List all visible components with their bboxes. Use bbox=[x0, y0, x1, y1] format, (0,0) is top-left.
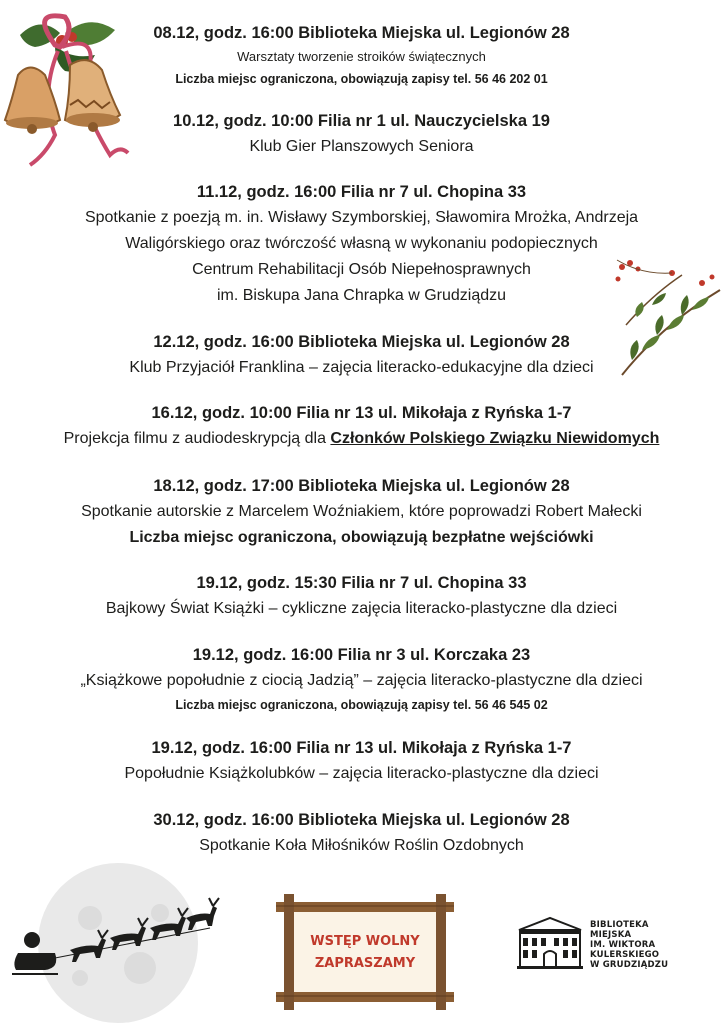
moon-santa-sleigh-icon bbox=[10, 858, 225, 1024]
event-item bbox=[20, 179, 703, 309]
event-item bbox=[20, 473, 703, 551]
event-note: Liczba miejsc ograniczona, obowiązują zapisy tel. 56 46 545 02 bbox=[175, 698, 548, 712]
event-item bbox=[20, 329, 703, 381]
event-description: Spotkanie autorskie z Marcelem Woźniakiem, które poprowadzi Robert Małecki bbox=[81, 503, 642, 520]
event-description: Klub Gier Planszowych Seniora bbox=[249, 138, 474, 155]
event-header: 19.12, godz. 16:00 Filia nr 13 ul. Mikołaja z Ryńska 1-7 bbox=[151, 739, 572, 757]
event-item bbox=[20, 642, 703, 716]
logo-line: MIEJSKA bbox=[590, 930, 632, 940]
event-description: „Książkowe popołudnie z ciocią Jadzią” – zajęcia literacko-plastyczne dla dzieci bbox=[80, 672, 643, 689]
event-description: Spotkanie Koła Miłośników Roślin Ozdobnych bbox=[199, 837, 524, 854]
sign-line-1: WSTĘP WOLNY bbox=[310, 934, 420, 949]
event-description: Bajkowy Świat Książki – cykliczne zajęcia literacko-plastyczne dla dzieci bbox=[105, 600, 618, 617]
sign-line-2: ZAPRASZAMY bbox=[314, 956, 416, 971]
wooden-frame-icon bbox=[276, 894, 454, 1010]
event-description: Centrum Rehabilitacji Osób Niepełnosprawnych bbox=[192, 261, 531, 278]
event-note: Liczba miejsc ograniczona, obowiązują bezpłatne wejściówki bbox=[129, 529, 594, 546]
event-description: Warsztaty tworzenie stroików świątecznych bbox=[237, 49, 486, 64]
event-header: 30.12, godz. 16:00 Biblioteka Miejska ul. Legionów 28 bbox=[153, 811, 570, 829]
event-item bbox=[20, 735, 703, 787]
logo-line: IM. WIKTORA bbox=[590, 940, 656, 950]
event-header: 10.12, godz. 10:00 Filia nr 1 ul. Nauczycielska 19 bbox=[173, 112, 550, 130]
event-note: Liczba miejsc ograniczona, obowiązują zapisy tel. 56 46 202 01 bbox=[175, 72, 548, 86]
event-header: 11.12, godz. 16:00 Filia nr 7 ul. Chopina 33 bbox=[196, 183, 527, 201]
library-building-logo-icon bbox=[515, 916, 585, 972]
library-logo-text bbox=[590, 920, 668, 970]
event-description bbox=[20, 426, 703, 452]
event-description-text: Projekcja filmu z audiodeskrypcją dla bbox=[63, 430, 331, 447]
event-header: 12.12, godz. 16:00 Biblioteka Miejska ul. Legionów 28 bbox=[153, 333, 570, 351]
event-header: 08.12, godz. 16:00 Biblioteka Miejska ul. Legionów 28 bbox=[153, 24, 570, 42]
event-item bbox=[20, 807, 703, 859]
event-header: 16.12, godz. 10:00 Filia nr 13 ul. Mikołaja z Ryńska 1-7 bbox=[151, 404, 572, 422]
event-highlight: Członków Polskiego Związku Niewidomych bbox=[330, 430, 660, 447]
event-header: 19.12, godz. 15:30 Filia nr 7 ul. Chopina 33 bbox=[196, 574, 527, 592]
event-description: Waligórskiego oraz twórczość własną w wykonaniu podopiecznych bbox=[125, 235, 598, 252]
logo-line: BIBLIOTEKA bbox=[590, 920, 649, 930]
event-description: Spotkanie z poezją m. in. Wisławy Szymborskiej, Sławomira Mrożka, Andrzeja bbox=[84, 209, 639, 226]
event-description: im. Biskupa Jana Chrapka w Grudziądzu bbox=[216, 287, 507, 304]
logo-line: W GRUDZIĄDZU bbox=[590, 960, 669, 970]
event-description: Klub Przyjaciół Franklina – zajęcia literacko-edukacyjne dla dzieci bbox=[129, 359, 594, 376]
event-item bbox=[20, 400, 703, 452]
event-header: 18.12, godz. 17:00 Biblioteka Miejska ul. Legionów 28 bbox=[153, 477, 570, 495]
event-description: Popołudnie Książkolubków – zajęcia literacko-plastyczne dla dzieci bbox=[124, 765, 599, 782]
entry-free-sign bbox=[276, 894, 454, 1010]
event-item bbox=[20, 108, 703, 160]
logo-line: KULERSKIEGO bbox=[590, 950, 660, 960]
event-item bbox=[20, 20, 703, 90]
event-item bbox=[20, 570, 703, 622]
event-header: 19.12, godz. 16:00 Filia nr 3 ul. Korczaka 23 bbox=[192, 646, 531, 664]
